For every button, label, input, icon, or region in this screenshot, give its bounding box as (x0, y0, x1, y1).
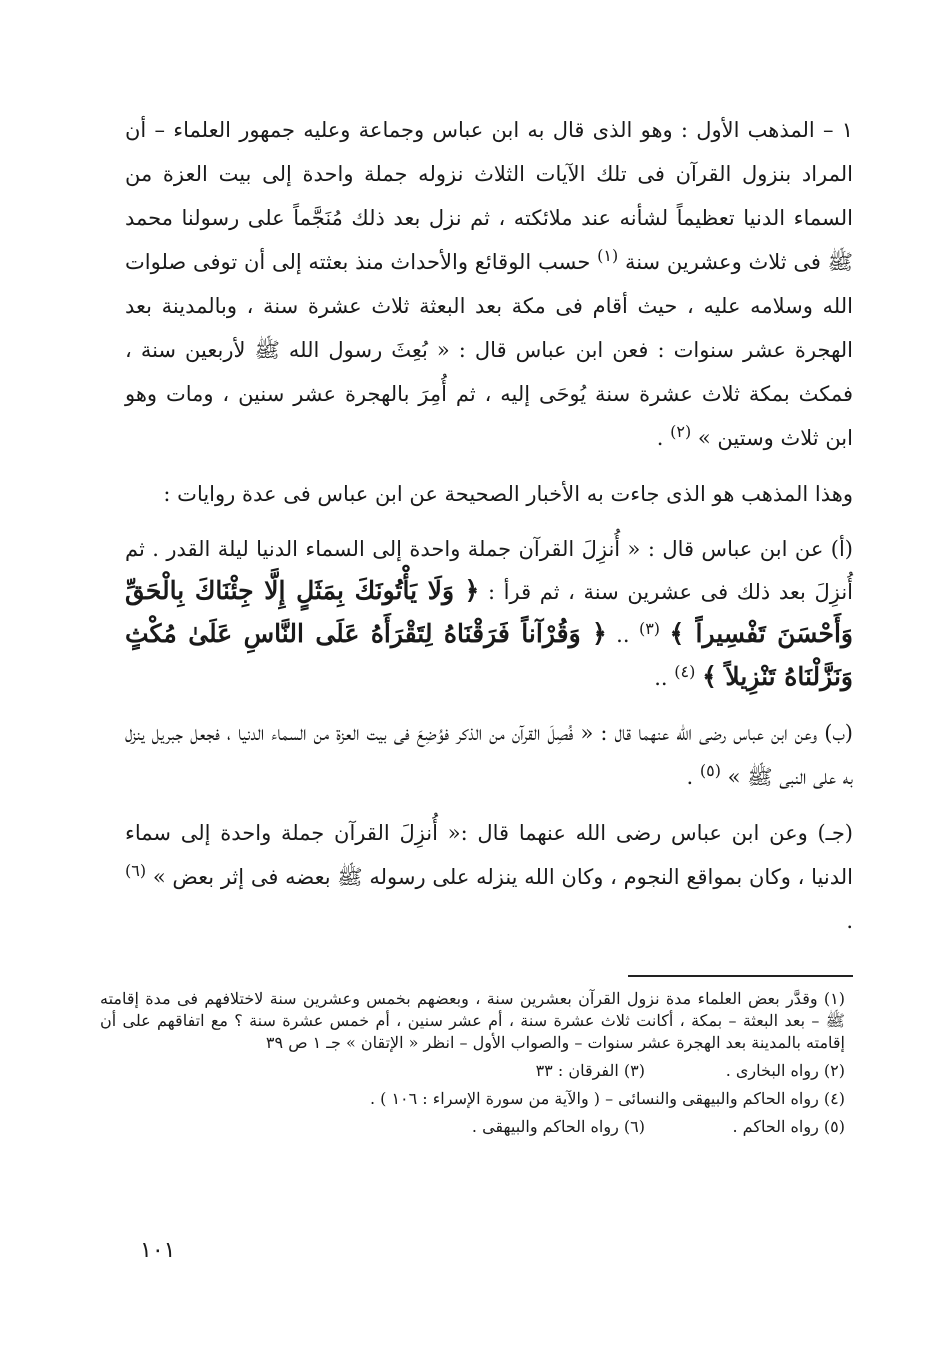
paragraph-narration-b (125, 711, 853, 799)
footnote-4: (٤) رواه الحاكم والبيهقى والنسائى – ( والآية من سورة الإسراء : ١٠٦ ) . (369, 1089, 845, 1108)
paragraph-text: (ب) وعن ابن عباس رضى الله عنهما قال : « فُصِلَ القرآن من الذكر فوُضِعَ فى بيت العزة من السماء الدنيا ، فجعل جبريل ينزل به على النبى ﷺ » (125, 721, 853, 789)
paragraph-text: حسب الوقائع والأحداث منذ بعثته إلى أن توفى صلوات الله وسلامه عليه ، حيث أقام فى مكة بعد البعثة ثلاث عشرة سنة ، وبالمدينة بعد الهجرة عشر سنوات : فعن ابن عباس قال : « بُعِثَ رسول الله ﷺ لأربعين سنة ، فمكث بمكة ثلاث عشرة سنة يُوحَى إليه ، ثم أُمِرَ بالهجرة عشر سنين ، ومات وهو ابن ثلاث وستين » (125, 250, 853, 450)
paragraph-narrations-intro (125, 472, 853, 516)
paragraph-narration-c (125, 811, 853, 943)
footnote-ref: (٦) (125, 861, 147, 880)
footnote-ref: (٤) (674, 662, 696, 681)
footnote-2: (٢) رواه البخارى . (725, 1061, 845, 1080)
paragraph-end: . (846, 909, 853, 933)
paragraph-text: (أ) عن ابن عباس قال : « أُنزِلَ القرآن جملة واحدة إلى السماء الدنيا ليلة القدر . ثم أُنزِلَ بعد ذلك فى عشرين سنة ، ثم قرأ : (125, 537, 853, 604)
separator: .. (616, 623, 630, 647)
footnote-ref: (٥) (699, 761, 721, 780)
footnote-ref: (١) (597, 246, 619, 265)
page-number: ١٠١ (140, 1238, 176, 1263)
paragraph-text: وهذا المذهب هو الذى جاءت به الأخبار الصحيحة عن ابن عباس فى عدة روايات : (163, 482, 853, 506)
paragraph-end: . (686, 765, 694, 789)
quran-verse: ﴿ وَلَا يَأْتُونَكَ بِمَثَلٍ إِلَّا جِئْنَاكَ بِالْحَقِّ وَأَحْسَنَ تَفْسِيراً ﴾ (125, 576, 853, 648)
paragraph-end: .. (654, 666, 668, 690)
paragraph-text: ١ – المذهب الأول : وهو الذى قال به ابن عباس وجماعة وعليه جمهور العلماء – أن المراد بنزول القرآن فى تلك الآيات الثلاث نزوله جملة واحدة إلى بيت العزة من السماء الدنيا تعظيماً لشأنه عند ملائكته ، ثم نزل بعد ذلك مُنَجَّماً على رسولنا محمد ﷺ فى ثلاث وعشرين سنة (125, 118, 853, 274)
footnote-ref: (٢) (670, 422, 692, 441)
footnote-divider (628, 975, 853, 977)
main-text (125, 108, 853, 955)
paragraph-end: . (656, 426, 664, 450)
paragraph-narration-a (125, 528, 853, 699)
footnote-row (100, 1088, 845, 1110)
paragraph-first-doctrine (125, 108, 853, 460)
footnote-5: (٥) رواه الحاكم . (732, 1117, 845, 1136)
paragraph-text: (جـ) وعن ابن عباس رضى الله عنهما قال :« أُنزِلَ القرآن جملة واحدة إلى سماء الدنيا ، وكان بمواقع النجوم ، وكان الله ينزله على رسوله ﷺ بعضه فى إثر بعض » (125, 821, 853, 889)
footnotes (100, 988, 845, 1138)
footnote-row (100, 1116, 845, 1138)
footnote-6: (٦) رواه الحاكم والبيهقى . (471, 1117, 645, 1136)
footnote-ref: (٣) (638, 619, 661, 638)
footnote-3: (٣) الفرقان : ٣٣ (535, 1061, 645, 1080)
quran-verse: ﴿ وَقُرْآناً فَرَقْنَاهُ لِتَقْرَأَهُ عَلَى النَّاسِ عَلَىٰ مُكْثٍ وَنَزَّلْنَاهُ تَنْزِيلاً ﴾ (125, 619, 853, 691)
footnote-row (100, 1060, 845, 1082)
footnote-1: (١) وقدَّر بعض العلماء مدة نزول القرآن بعشرين سنة ، وبعضهم بخمس وعشرين سنة لاختلافهم فى مدة إقامته ﷺ – بعد البعثة – بمكة ، أكانت ثلاث عشرة سنة ، أم عشر سنين ، أم خمس عشرة سنة ؟ مع اتفاقهم على أن إقامته بالمدينة بعد الهجرة عشر سنوات – والصواب الأول – انظر « الإتقان » جـ ١ ص ٣٩ (100, 989, 846, 1052)
